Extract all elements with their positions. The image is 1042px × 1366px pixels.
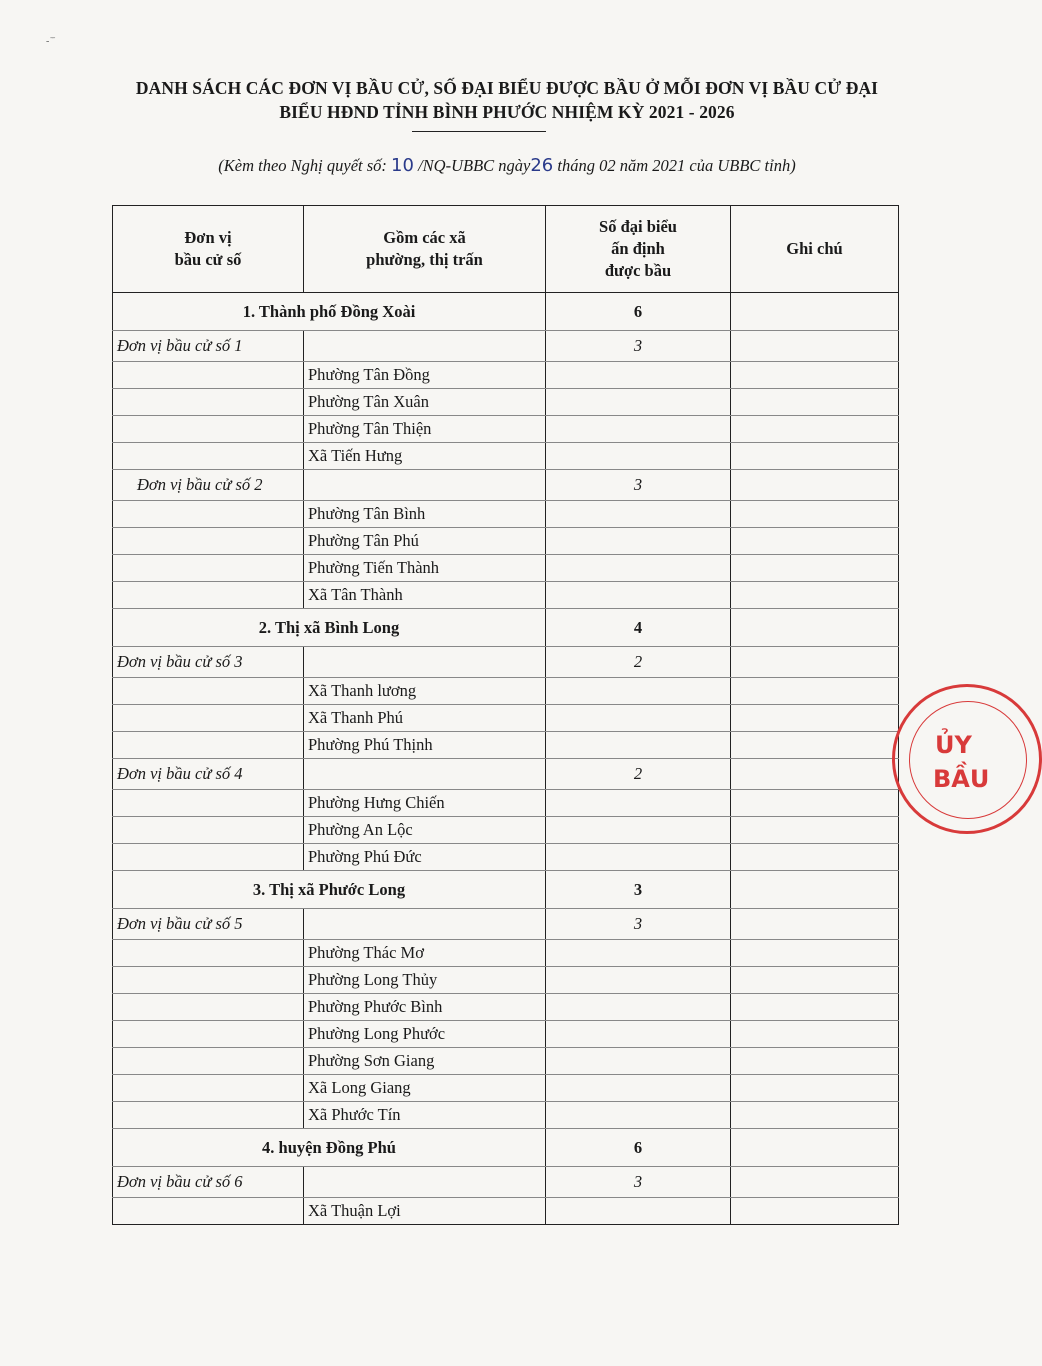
group-row <box>113 609 899 647</box>
group-row <box>113 293 899 331</box>
seal-text-2: BẦU <box>933 765 990 793</box>
ward-row <box>113 501 899 528</box>
ward-name: Phường Tân Thiện <box>304 416 546 443</box>
unit-row <box>113 759 899 790</box>
ward-name: Phường Tân Đồng <box>304 362 546 389</box>
page-title: DANH SÁCH CÁC ĐƠN VỊ BẦU CỬ, SỐ ĐẠI BIỂU ĐƯỢC BẦU Ở MỖI ĐƠN VỊ BẦU CỬ ĐẠI BIỂU HĐND TỈNH BÌNH PHƯỚC NHIỆM KỲ 2021 - 2026 <box>135 78 879 122</box>
group-row <box>113 1129 899 1167</box>
group-row <box>113 871 899 909</box>
header-unit: Đơn vị bầu cử số <box>113 206 304 293</box>
ward-name: Phường Long Thủy <box>304 967 546 994</box>
group-count: 4 <box>546 609 731 647</box>
header-delegates: Số đại biểu ấn định được bầu <box>546 206 731 293</box>
subtitle-prefix: (Kèm theo Nghị quyết số: <box>218 156 392 175</box>
ward-row <box>113 732 899 759</box>
note-cell <box>731 1129 899 1167</box>
corner-mark: - ̄ˉ <box>46 36 56 47</box>
group-count: 6 <box>546 293 731 331</box>
unit-name: Đơn vị bầu cử số 4 <box>113 759 304 790</box>
ward-row <box>113 705 899 732</box>
ward-name: Xã Long Giang <box>304 1075 546 1102</box>
group-name: 2. Thị xã Bình Long <box>113 609 546 647</box>
ward-row <box>113 1021 899 1048</box>
seal-inner-ring <box>909 701 1027 819</box>
ward-row <box>113 678 899 705</box>
resolution-number: 10 <box>391 155 414 176</box>
ward-name: Phường Sơn Giang <box>304 1048 546 1075</box>
ward-name: Xã Phước Tín <box>304 1102 546 1129</box>
unit-name: Đơn vị bầu cử số 6 <box>113 1167 304 1198</box>
ward-row <box>113 416 899 443</box>
ward-row <box>113 528 899 555</box>
ward-name: Xã Thanh lương <box>304 678 546 705</box>
unit-row <box>113 647 899 678</box>
ward-row <box>113 362 899 389</box>
constituency-table <box>112 205 899 1225</box>
resolution-day: 26 <box>530 155 554 176</box>
unit-name: Đơn vị bầu cử số 5 <box>113 909 304 940</box>
unit-count: 3 <box>546 1167 731 1198</box>
seal-text-1: ỦY <box>935 731 972 759</box>
ward-name: Phường Tân Bình <box>304 501 546 528</box>
subtitle <box>120 155 894 176</box>
group-name: 1. Thành phố Đồng Xoài <box>113 293 546 331</box>
ward-row <box>113 940 899 967</box>
ward-name: Phường Hưng Chiến <box>304 790 546 817</box>
unit-count: 3 <box>546 470 731 501</box>
ward-name: Phường Thác Mơ <box>304 940 546 967</box>
ward-row <box>113 1198 899 1225</box>
unit-row <box>113 470 899 501</box>
unit-name: Đơn vị bầu cử số 3 <box>113 647 304 678</box>
unit-count: 3 <box>546 909 731 940</box>
title-underline <box>412 131 546 132</box>
ward-row <box>113 1048 899 1075</box>
ward-name: Phường An Lộc <box>304 817 546 844</box>
unit-name: Đơn vị bầu cử số 1 <box>113 331 304 362</box>
ward-name: Xã Thuận Lợi <box>304 1198 546 1225</box>
unit-count: 2 <box>546 647 731 678</box>
official-seal-icon <box>892 684 1042 834</box>
header-notes: Ghi chú <box>731 206 899 293</box>
note-cell <box>731 293 899 331</box>
ward-row <box>113 790 899 817</box>
ward-name: Xã Thanh Phú <box>304 705 546 732</box>
ward-name: Xã Tiến Hưng <box>304 443 546 470</box>
ward-row <box>113 389 899 416</box>
ward-row <box>113 582 899 609</box>
group-name: 4. huyện Đồng Phú <box>113 1129 546 1167</box>
group-count: 6 <box>546 1129 731 1167</box>
group-count: 3 <box>546 871 731 909</box>
ward-row <box>113 443 899 470</box>
unit-count: 2 <box>546 759 731 790</box>
ward-name: Phường Long Phước <box>304 1021 546 1048</box>
subtitle-suffix: tháng 02 năm 2021 của UBBC tỉnh) <box>553 156 796 175</box>
ward-row <box>113 1102 899 1129</box>
unit-count: 3 <box>546 331 731 362</box>
group-name: 3. Thị xã Phước Long <box>113 871 546 909</box>
table-header-row <box>113 206 899 293</box>
ward-row <box>113 1075 899 1102</box>
ward-name: Phường Tân Xuân <box>304 389 546 416</box>
ward-name: Phường Phú Thịnh <box>304 732 546 759</box>
ward-name: Phường Phước Bình <box>304 994 546 1021</box>
ward-name: Phường Phú Đức <box>304 844 546 871</box>
unit-row <box>113 1167 899 1198</box>
header-wards: Gồm các xã phường, thị trấn <box>304 206 546 293</box>
ward-row <box>113 844 899 871</box>
ward-row <box>113 555 899 582</box>
unit-name: Đơn vị bầu cử số 2 <box>113 470 304 501</box>
note-cell <box>731 871 899 909</box>
unit-row <box>113 331 899 362</box>
ward-row <box>113 967 899 994</box>
ward-name: Phường Tiến Thành <box>304 555 546 582</box>
unit-row <box>113 909 899 940</box>
ward-name: Phường Tân Phú <box>304 528 546 555</box>
note-cell <box>731 609 899 647</box>
ward-row <box>113 817 899 844</box>
subtitle-middle: /NQ-UBBC ngày <box>413 156 531 175</box>
ward-name: Xã Tân Thành <box>304 582 546 609</box>
ward-row <box>113 994 899 1021</box>
